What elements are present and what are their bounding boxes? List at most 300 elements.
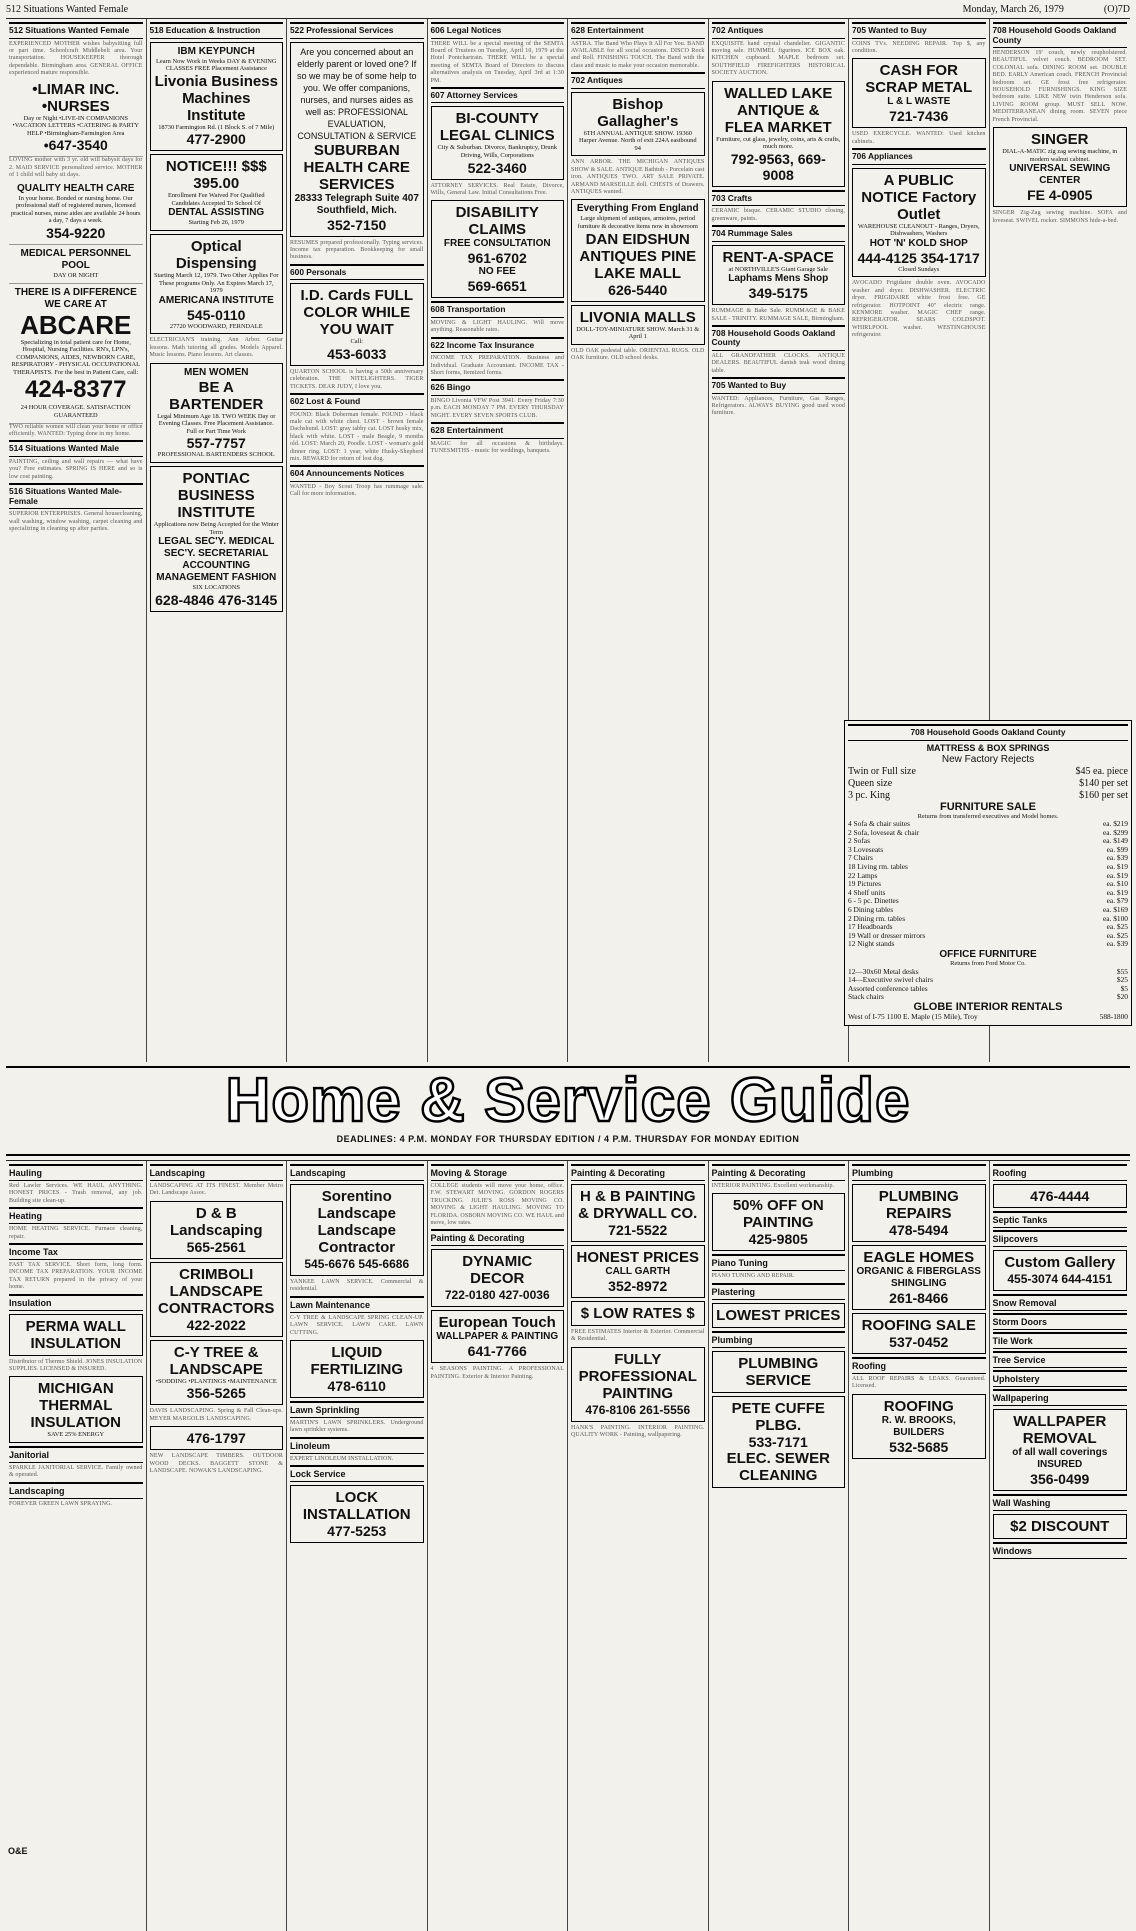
two-dollar-discount-ad — [993, 1514, 1128, 1539]
ad-address: 27720 WOODWARD, FERNDALE — [169, 322, 263, 330]
ad-text: Legal Minimum Age 18. TWO WEEK Day or Evening Classes. Free Placement Assistance. Full or Part Time Work — [157, 412, 276, 435]
ad-name: L & L WASTE — [887, 96, 951, 108]
ad-phone: 453-6033 — [327, 345, 387, 362]
section-header: 705 Wanted to Buy — [852, 22, 986, 39]
item-label: 14—Executive swivel chairs — [848, 975, 933, 985]
item-label: 6 Dining tables — [848, 905, 894, 915]
perma-wall-ad — [9, 1314, 143, 1356]
mattress-subtitle: New Factory Rejects — [941, 753, 1035, 765]
ad-title: SUBURBAN HEALTH CARE SERVICES — [303, 141, 410, 193]
item-label: 3 Loveseats — [848, 844, 884, 854]
furniture-item — [848, 846, 1128, 855]
item-price: $20 — [1116, 992, 1128, 1002]
section-header: 522 Professional Services — [290, 22, 424, 39]
listing-text: HANK'S PAINTING. INTERIOR PAINTING. QUALITY WORK - Painting, wallpapering. — [571, 1424, 705, 1439]
category-header: Janitorial — [9, 1446, 143, 1463]
ad-subtitle: DENTAL ASSISTING — [168, 207, 265, 219]
ad-name: AMERICANA INSTITUTE — [158, 294, 274, 306]
furniture-item — [848, 829, 1128, 838]
item-price: $25 — [1116, 975, 1128, 985]
ad-title: LIQUID FERTILIZING — [310, 1344, 403, 1379]
ad-subtitle: ELEC. SEWER CLEANING — [726, 1449, 830, 1484]
category-header: Linoleum — [290, 1437, 424, 1454]
banner-title: Home & Service Guide — [225, 1066, 911, 1135]
column-antiques — [709, 19, 850, 1062]
page-code: (O)7D — [1103, 4, 1130, 15]
category-header: Roofing — [852, 1357, 986, 1374]
listing-text: INTERIOR PAINTING. Excellent workmanship. — [711, 1183, 835, 1189]
ad-note: Closed Sundays — [898, 265, 940, 273]
guide-column-7 — [849, 1161, 990, 1931]
liquid-fertilizing-ad — [290, 1340, 424, 1398]
ad-phone: 722-0180 427-0036 — [444, 1288, 550, 1303]
classified-text: EXQUISITE hand crystal chandelier. GIGANTIC moving sale. HUMMEL figurines. ICE BOX oak. KITCHEN cupboard. MAPLE bedroom set. SOUTHFIELD FIREFIGHTERS HISTORICAL SOCIETY AUCTION. — [711, 40, 845, 77]
ad-text: at NORTHVILLE'S Giant Garage Sale — [728, 265, 828, 273]
ad-title: C-Y TREE & LANDSCAPE — [169, 1343, 263, 1378]
wallpaper-removal-ad — [993, 1409, 1128, 1491]
ad-title: CASH FOR SCRAP METAL — [865, 62, 973, 97]
section-header: 607 Attorney Services — [431, 87, 565, 104]
section-header: 702 Antiques — [571, 72, 705, 89]
category-header: Roofing — [993, 1164, 1128, 1181]
ad-phone: 444-4125 354-1717 — [857, 249, 980, 266]
ad-note: SIX LOCATIONS — [192, 584, 240, 592]
quality-health-care-ad — [9, 180, 143, 245]
listing-text: PIANO TUNING AND REPAIR. — [711, 1273, 795, 1280]
rent-a-space-ad — [712, 245, 846, 306]
category-header: Storm Doors — [993, 1313, 1128, 1330]
category-header: Lock Service — [290, 1465, 424, 1482]
store-contact — [848, 1013, 1128, 1022]
category-header: Lawn Sprinkling — [290, 1401, 424, 1418]
listing-text: 4 SEASONS PAINTING. A PROFESSIONAL PAINTING. Exterior & Interior Painting. — [430, 1366, 564, 1380]
ad-title: SINGER — [1030, 131, 1089, 149]
ad-phone: 477-5253 — [327, 1523, 387, 1540]
category-header: Heating — [9, 1207, 143, 1224]
ad-title: LIVONIA MALLS — [579, 308, 696, 326]
ad-text: Large shipment of antiques, armoires, period furniture & decorative items now in showroom — [577, 215, 698, 231]
ad-title: PONTIAC BUSINESS INSTITUTE — [177, 470, 255, 522]
mattress-title: MATTRESS & BOX SPRINGS — [926, 742, 1050, 753]
listing-text: FAST TAX SERVICE. Short form, long form. INCOME TAX PREPARATION. YOUR INCOME TAX RETURN prepared in the privacy of your home. — [9, 1262, 143, 1291]
ad-phone: 478-5494 — [889, 1222, 949, 1238]
category-header: Tree Service — [993, 1351, 1128, 1368]
guide-column-6 — [709, 1161, 850, 1931]
fully-professional-ad — [571, 1347, 705, 1422]
category-header: Insulation — [9, 1294, 143, 1311]
column-education — [147, 19, 288, 1062]
ad-title: WALLED LAKE ANTIQUE & FLEA MARKET — [724, 84, 833, 136]
listing-text: LANDSCAPING AT ITS FINEST. Member Metro Det. Landscape Assoc. — [149, 1183, 283, 1197]
listing-text: MARTIN'S LAWN SPRINKLERS. Underground lawn sprinkler systems. — [290, 1420, 424, 1434]
roofing-phone-ad — [993, 1184, 1128, 1208]
ad-phone: 455-3074 644-4151 — [1007, 1272, 1113, 1286]
classified-text: COINS TVs. NEEDING REPAIR. Top $, any condition. — [852, 40, 986, 54]
section-header: 628 Entertainment — [571, 22, 705, 39]
listing-text: ALL ROOF REPAIRS & LEAKS. Guaranteed. Licensed. — [852, 1376, 986, 1390]
ad-phone: 352-7150 — [327, 216, 387, 233]
ad-phone: 537-0452 — [889, 1334, 949, 1350]
ad-phone: 422-2022 — [186, 1316, 246, 1333]
ad-text: WAREHOUSE CLEANOUT - Ranges, Dryers, Dishwashers, Washers — [857, 222, 980, 238]
ad-title: Bishop Gallagher's — [597, 95, 679, 130]
ad-text: City & Suburban. Divorce, Bankruptcy, Drunk Driving, Wills, Corporations — [437, 144, 558, 160]
item-label: Assorted conference tables — [848, 983, 928, 993]
classified-text: SUPERIOR ENTERPRISES. General housecleaning, wall washing, window washing, carpet cleaning and specializing in cleaning up after parties. — [9, 511, 143, 532]
ad-phone-2: 569-6651 — [467, 278, 527, 295]
price-row — [848, 778, 1128, 790]
ad-title: IBM KEYPUNCH — [177, 45, 255, 57]
item-label: 6 - 5 pc. Dinettes — [848, 896, 899, 906]
item-label: 19 Wall or dresser mirrors — [848, 930, 926, 940]
ad-subtitle: THERE IS A DIFFERENCE WE CARE AT — [14, 286, 137, 310]
pontiac-business-ad — [150, 466, 284, 612]
guide-column-4 — [428, 1161, 569, 1931]
page-topbar — [6, 4, 1130, 18]
home-service-guide-banner — [6, 1066, 1130, 1156]
ad-courses: LEGAL SEC'Y. MEDICAL SEC'Y. SECRETARIAL ACCOUNTING MANAGEMENT FASHION — [156, 536, 277, 584]
classified-text: BINGO Livonia VFW Post 3941. Every Friday 7:30 p.m. EACH MONDAY 7 PM. EVERY THURSDAY NIGHT. EVERY SEVEN SPORTS CLUB. — [430, 397, 564, 419]
roofing-sale-ad — [852, 1313, 986, 1354]
category-header: Slipcovers — [993, 1230, 1128, 1247]
ad-title: DAN EIDSHUN ANTIQUES PINE LAKE MALL — [579, 230, 697, 282]
ad-phone: 545-6676 545-6686 — [304, 1257, 410, 1271]
category-header: Painting & Decorating — [431, 1229, 565, 1246]
plumbing-repairs-ad — [852, 1184, 986, 1242]
classified-text: ANN ARBOR. THE MICHIGAN ANTIQUES SHOW & SALE. ANTIQUE Bathtub - Porcelain cast iron. ANTIQUES TWO. ART SALE PRIVATE. ARMAND MARSEILLE doll. CHESTS of Drawers. ANTIQUES wanted. — [571, 159, 705, 196]
ad-phone: 476-4444 — [1030, 1188, 1090, 1204]
office-item — [848, 985, 1128, 994]
category-header: Plumbing — [712, 1331, 846, 1348]
section-header: 512 Situations Wanted Female — [9, 22, 143, 39]
item-label: 22 Lamps — [848, 870, 878, 880]
item-label: 2 Dining rm. tables — [848, 913, 906, 923]
item-price: ea. $39 — [1106, 939, 1128, 949]
price-value: $45 ea. piece — [1075, 765, 1128, 777]
price-label: Twin or Full size — [848, 765, 916, 777]
listing-text: Red Lawler Services. WE HAUL ANYTHING. HONEST PRICES - Trash removal, any job. Building site clean-up. — [9, 1183, 143, 1204]
item-label: 4 Sofa & chair suites — [848, 819, 910, 829]
walled-lake-ad — [712, 81, 846, 187]
id-cards-ad — [290, 283, 424, 366]
guide-column-3 — [287, 1161, 428, 1931]
crimboli-ad — [150, 1262, 284, 1337]
section-header: 703 Crafts — [712, 190, 846, 207]
section-header: 702 Antiques — [712, 22, 846, 39]
ad-phone: 349-5175 — [748, 285, 808, 302]
listing-text: DAVIS LANDSCAPING. Spring & Fall Clean-ups. MEYER MARGOLIS LANDSCAPING. — [149, 1408, 283, 1422]
ad-phone: 626-5440 — [608, 281, 668, 298]
classified-text: CERAMIC bisque. CERAMIC STUDIO closing, greenware, paints. — [711, 208, 845, 222]
ad-title: PERMA WALL INSULATION — [25, 1317, 126, 1352]
ad-text: DOLL-TOY-MINIATURE SHOW. March 31 & April 1 — [576, 325, 700, 341]
item-label: 12 Night stands — [848, 939, 895, 949]
category-header: Moving & Storage — [431, 1164, 565, 1181]
item-label: 7 Chairs — [848, 853, 873, 863]
guide-column-2 — [147, 1161, 288, 1931]
guide-column-1 — [6, 1161, 147, 1931]
column-professional-services — [287, 19, 428, 1062]
ad-address: 18730 Farmington Rd. (1 Block S. of 7 Mile) — [158, 123, 275, 131]
item-price: ea. $25 — [1106, 922, 1128, 932]
section-header: 604 Announcements Notices — [290, 465, 424, 482]
honest-prices-ad — [571, 1245, 705, 1298]
ad-text: DAY OR NIGHT — [53, 271, 99, 279]
ad-subtitle: of all wall coverings INSURED — [1012, 1447, 1108, 1470]
pete-cuffe-ad — [712, 1396, 846, 1488]
item-price: ea. $19 — [1106, 862, 1128, 872]
ad-title: NOTICE!!! $$$ 395.00 — [165, 158, 267, 193]
column-situations-wanted — [6, 19, 147, 1062]
ad-phone: 478-6110 — [327, 1378, 386, 1395]
category-header: Income Tax — [9, 1243, 143, 1260]
ad-text: Enrollment Fee Waived For Qualified Candidates Accepted To School Of — [167, 192, 265, 207]
ad-title: ABCARE — [20, 309, 132, 340]
ad-title: PLUMBING SERVICE — [738, 1354, 819, 1389]
lock-installation-ad — [290, 1485, 424, 1543]
ad-phone: 522-3460 — [467, 159, 527, 176]
ibm-keypunch-ad — [150, 42, 284, 152]
ad-text: Call: — [350, 338, 363, 346]
guide-column-5 — [568, 1161, 709, 1931]
classified-text: MAGIC for all occasions & birthdays. TUNESMITHS - music for weddings, banquets. — [430, 440, 564, 455]
classified-text: PAINTING, ceiling and wall repairs — what have you? Free estimates. SPRING IS HERE and so is low cost painting. — [9, 458, 143, 480]
ad-phone: 477-2900 — [186, 131, 246, 148]
furniture-item — [848, 940, 1128, 949]
listing-text: EXPERT LINOLEUM INSTALLATION. — [290, 1455, 394, 1462]
lowest-prices-ad — [712, 1303, 846, 1328]
ad-phone: 356-5265 — [186, 1385, 246, 1402]
ad-title: PETE CUFFE PLBG. — [731, 1399, 825, 1434]
d-and-b-ad — [150, 1201, 284, 1259]
furniture-title: FURNITURE SALE — [940, 800, 1036, 813]
price-value: $160 per set — [1079, 789, 1128, 801]
ad-note: NO FEE — [478, 266, 516, 278]
furniture-subtitle: Returns from transferred executives and Model homes. — [917, 812, 1059, 820]
category-header: Landscaping — [290, 1164, 424, 1181]
ad-title: Optical Dispensing — [175, 238, 257, 273]
section-header: 518 Education & Instruction — [150, 22, 284, 39]
ad-title: EAGLE HOMES — [863, 1249, 975, 1266]
ad-title: HONEST PRICES — [576, 1249, 700, 1266]
ad-subtitle: MEN WOMEN — [184, 366, 249, 378]
listing-text: YANKEE LAWN SERVICE. Commercial & residential. — [290, 1279, 424, 1293]
ad-phone: 557-7757 — [186, 435, 246, 452]
item-price: ea. $219 — [1102, 819, 1128, 829]
category-header: Wall Washing — [993, 1494, 1128, 1511]
category-header: Painting & Decorating — [712, 1164, 846, 1181]
column-legal — [428, 19, 569, 1062]
item-label: 19 Pictures — [848, 879, 882, 889]
section-header: 708 Household Goods Oakland County — [993, 22, 1128, 48]
category-header: Lawn Maintenance — [290, 1296, 424, 1313]
category-header: Septic Tanks — [993, 1211, 1128, 1228]
store-name: GLOBE INTERIOR RENTALS — [913, 1000, 1063, 1013]
ad-phone: 476-1797 — [186, 1430, 246, 1447]
column-entertainment — [568, 19, 709, 1062]
section-header: 514 Situations Wanted Male — [9, 440, 143, 457]
item-price: ea. $39 — [1106, 853, 1128, 863]
category-header: Landscaping — [9, 1482, 143, 1499]
ad-title: LOWEST PRICES — [716, 1306, 841, 1324]
category-header: Painting & Decorating — [571, 1164, 705, 1181]
section-header: 600 Personals — [290, 264, 424, 281]
ad-name: UNIVERSAL SEWING CENTER — [1009, 163, 1111, 187]
ad-text: Learn Now Work in Weeks DAY & EVENING CLASSES FREE Placement Assistance — [155, 57, 277, 73]
section-header: 602 Lost & Found — [290, 393, 424, 410]
ad-phone: 356-0499 — [1030, 1471, 1090, 1487]
michigan-thermal-ad — [9, 1376, 143, 1443]
ad-title: MEDICAL PERSONNEL POOL — [20, 247, 131, 271]
ad-text: Applications now Being Accepted for the Winter Term — [153, 521, 279, 536]
item-price: ea. $169 — [1102, 905, 1128, 915]
low-rates-ad — [571, 1301, 705, 1326]
item-label: 17 Headboards — [848, 922, 893, 932]
item-price: ea. $149 — [1102, 836, 1128, 846]
ad-title: ROOFING — [883, 1397, 954, 1415]
classified-text: THERE WILL be a special meeting of the SEMTA Board of Trustees on Tuesday, April 10, 1979 at the Hotel Pontchartrain. THERE WILL be a special meeting of SEMTA Board of Directors to discuss alternatives analysis on Tuesday, April 3rd at 1:30 PM. — [430, 40, 564, 84]
item-label: 2 Sofa, loveseat & chair — [848, 827, 920, 837]
section-header: 704 Rummage Sales — [712, 225, 846, 242]
ad-title: European Touch — [438, 1314, 556, 1332]
item-label: 2 Sofas — [848, 836, 870, 846]
h-and-b-ad — [571, 1184, 705, 1242]
page-footer: O&E — [8, 1846, 28, 1856]
ad-subtitle: FREE CONSULTATION — [443, 238, 551, 250]
ad-text: Specializing in total patient care for Home, Hospital, Nursing Facilities. RN's, LPN's, COMPANIONS, AIDES, NEWBORN CARE, RESPIRATORY - PHYSICAL OCCUPATIONAL THERAPISTS. For the best in Patient Care, call: — [11, 338, 141, 376]
ad-name: HOT 'N' KOLD SHOP — [869, 237, 968, 249]
classified-text: RUMMAGE & Bake Sale. RUMMAGE & BAKE SALE - TRINITY. RUMMAGE SALE, Birmingham. — [711, 308, 845, 322]
ad-title: PLUMBING REPAIRS — [878, 1188, 959, 1222]
scrap-metal-ad — [852, 58, 986, 128]
ad-note: Starting Feb 26, 1979 — [188, 219, 244, 227]
abcare-ad — [9, 284, 143, 424]
classified-text: INCOME TAX PREPARATION. Business and Individual. Graduate Accountant. INCOME TAX - Short forms, Itemized forms. — [430, 355, 564, 377]
section-header: 622 Income Tax Insurance — [431, 337, 565, 354]
livonia-malls-ad — [571, 305, 705, 345]
ad-title: FULLY PROFESSIONAL PAINTING — [578, 1350, 697, 1402]
ad-phone: 641-7766 — [467, 1343, 527, 1360]
category-header: Piano Tuning — [712, 1254, 846, 1271]
ad-subtitle: Everything From England — [576, 203, 699, 215]
ad-title: LOCK INSTALLATION — [302, 1489, 411, 1524]
header-left: 512 Situations Wanted Female — [6, 4, 129, 15]
item-price: ea. $19 — [1106, 870, 1128, 880]
dental-assisting-ad — [150, 154, 284, 231]
sorentino-ad — [290, 1184, 424, 1276]
bi-county-legal-ad — [431, 106, 565, 179]
brooks-roofing-ad — [852, 1394, 986, 1459]
furniture-list — [848, 820, 1128, 949]
ad-title: A PUBLIC NOTICE Factory Outlet — [861, 171, 977, 223]
ad-text: Day or Night •LIVE-IN COMPANIONS •VACATION LETTERS •CATERING & PARTY HELP •Birmingham-Farmington Area — [12, 114, 140, 137]
ad-text: In your home. Bonded or nursing home. Our professional staff of registered nurses, licensed practical nurses, nurse aides are available 24 hours a day, 7 days a week. — [10, 194, 141, 225]
item-label: 18 Living rm. tables — [848, 862, 908, 872]
margolis-ad — [150, 1426, 284, 1450]
item-price: ea. $10 — [1106, 879, 1128, 889]
c-y-tree-ad — [150, 1340, 284, 1406]
category-header: Tile Work — [993, 1332, 1128, 1349]
classified-text: ALL GRANDFATHER CLOCKS. ANTIQUE DEALERS. BEAUTIFUL danish teak wood dining table. — [711, 352, 845, 374]
ad-title: CRIMBOLI LANDSCAPE CONTRACTORS — [158, 1265, 275, 1317]
ad-title: Custom Gallery — [1004, 1254, 1116, 1271]
category-header: Hauling — [9, 1164, 143, 1181]
ad-name: Livonia Business Machines Institute — [154, 72, 278, 124]
listing-text: FREE ESTIMATES Interior & Exterior. Commercial & Residential. — [571, 1329, 705, 1343]
listing-text: SPARKLE JANITORIAL SERVICE. Family owned & operated. — [9, 1465, 143, 1479]
optical-dispensing-ad — [150, 234, 284, 334]
ad-title: BE A BARTENDER — [169, 378, 264, 413]
furniture-item — [848, 837, 1128, 846]
section-header: 708 Household Goods Oakland County — [848, 724, 1128, 741]
ad-note: 24 HOUR COVERAGE. SATISFACTION GUARANTEED — [20, 404, 131, 420]
bartender-ad — [150, 363, 284, 463]
item-price: $5 — [1120, 983, 1128, 993]
classified-text: USED EXERCYCLE. WANTED: Used kitchen cabinets. — [852, 131, 986, 145]
ad-phone: 532-5685 — [889, 1438, 949, 1455]
ad-title: I.D. Cards FULL COLOR WHILE YOU WAIT — [300, 287, 413, 339]
ad-title: Sorentino Landscape Landscape Contractor — [317, 1188, 396, 1256]
ad-phone: 792-9563, 669-9008 — [730, 150, 826, 183]
ad-text: Furniture, cut glass, jewelry, coins, arts & crafts, much more. — [716, 135, 841, 151]
office-subtitle: Returns from Ford Motor Co. — [950, 960, 1026, 967]
ad-text: DIAL-A-MATIC zig zag sewing machine, in modern walnut cabinet. — [1002, 148, 1118, 163]
item-price: ea. $19 — [1106, 887, 1128, 897]
ad-title: BI-COUNTY LEGAL CLINICS — [439, 110, 555, 145]
listing-text: Distributor of Thermo Shield. JONES INSULATION SUPPLIES. LICENSED & INSURED. — [9, 1358, 143, 1373]
ad-phone: 961-6702 — [467, 250, 527, 267]
ad-title: QUALITY HEALTH CARE — [17, 182, 135, 194]
banner-deadlines: DEADLINES: 4 P.M. MONDAY FOR THURSDAY EDITION / 4 P.M. THURSDAY FOR MONDAY EDITION — [336, 1134, 800, 1144]
classified-text: AVOCADO Frigidaire double oven. AVOCADO washer and dryer. DISHWASHER. ELECTRIC dryer. FRIGIDAIRE white frost free. GE refrigerator. HOTPOINT 40" electric range. KENMORE washer. MAGIC CHEF range. REFRIGERATOR. SEARS COLDSPOT. WHIRLPOOL washer. WESTINGHOUSE refrigerator. — [852, 280, 986, 339]
singer-ad — [993, 127, 1128, 207]
bishop-gallagher-ad — [571, 92, 705, 157]
ad-phone: 424-8377 — [25, 376, 127, 404]
classified-text: ELECTRICIAN'S training. Ann Arbor. Guitar lessons. Math tutoring all grades. Models Apparel. Music lessons. Piano lessons. Art classes. — [149, 337, 283, 359]
classified-text: WANTED - Boy Scout Troop has rummage sale. Call for more information. — [290, 483, 424, 498]
classified-text: MOVING & LIGHT HAULING. Will move anything. Reasonable rates. — [430, 319, 564, 334]
ad-phone: 628-4846 476-3145 — [155, 591, 278, 608]
ad-phone: 533-7171 — [748, 1433, 808, 1450]
section-header: 516 Situations Wanted Male-Female — [9, 483, 143, 509]
category-header: Upholstery — [993, 1370, 1128, 1387]
service-guide — [6, 1160, 1130, 1931]
category-header: Plumbing — [852, 1164, 986, 1181]
ad-subtitle: ORGANIC & FIBERGLASS SHINGLING — [856, 1266, 981, 1289]
fifty-off-ad — [712, 1193, 846, 1251]
classified-text: LOVING mother with 3 yr. old will babysit days for 2. MAID SERVICE personalized service. MOTHER of 1 child will baby sit days. — [9, 157, 143, 179]
ad-note: SAVE 25% ENERGY — [47, 1431, 105, 1439]
classified-text: HENDERSON 19' couch, newly reupholstered. BEAUTIFUL velvet couch. BEDROOM SET. COLONIAL sofa. DINING ROOM set. DOUBLE BED. EARLY American couch. FRENCH Provincial bedroom set. GE frost free refrigerator. HOUSEHOLD FURNISHINGS. KING SIZE bedroom suite. LIKE NEW twin Henderson sofa. LIVING ROOM group. MUST SELL NOW. MEDITERRANEAN dining room. SEVEN piece French Provincial. — [992, 50, 1127, 123]
ad-subtitle: R. W. BROOKS, BUILDERS — [881, 1414, 956, 1438]
category-header: Wallpapering — [993, 1389, 1128, 1406]
classified-text: RESUMES prepared professionally. Typing services. Income tax preparation. Bookkeeping for small business. — [290, 239, 424, 261]
ad-title: $ LOW RATES $ — [580, 1305, 695, 1322]
listing-text: C-Y TREE & LANDSCAPE SPRING CLEAN-UP. LAWN SERVICE. LAWN CARE. LAWN CUTTING. — [290, 1314, 424, 1336]
ad-title: RENT-A-SPACE — [722, 248, 834, 266]
suburban-health-ad — [290, 42, 424, 237]
price-label: 3 pc. King — [848, 789, 890, 801]
ad-text: Are you concerned about an elderly parent or loved one? If so we may be of some help to you. We offer companions, nurses, and nurses aides as well as: PROFESSIONAL EVALUATION, CONSULTATION & SERVICE — [296, 46, 417, 141]
category-header: Landscaping — [150, 1164, 284, 1181]
ad-address: 28333 Telegraph Suite 407 Southfield, Mich. — [294, 192, 419, 216]
price-row — [848, 790, 1128, 802]
ad-title: •LIMAR INC. •NURSES — [32, 80, 120, 115]
ad-phone: 545-0110 — [187, 306, 246, 323]
item-label: 12—30x60 Metal desks — [848, 966, 919, 976]
category-header: Plastering — [712, 1283, 846, 1300]
listing-text: COLLEGE students will move your home, office. F.W. STEWART MOVING. GORDON ROGERS TRUCKING. JULIE'S ROSS MOVING CO. MOVING & LIGHT HAULING. MOVING TO FLORIDA. OSBORN MOVING CO. WE HAUL and move, low rates. — [430, 1183, 564, 1227]
